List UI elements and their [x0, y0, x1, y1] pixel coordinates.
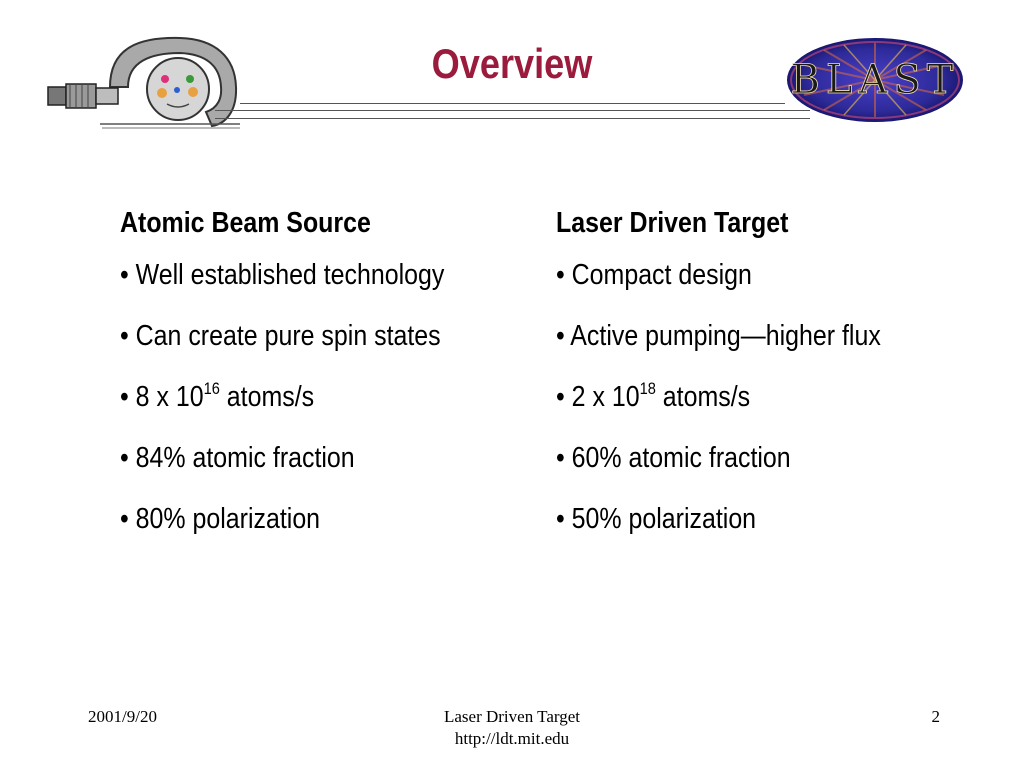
bullet-suffix: atoms/s [655, 381, 751, 413]
bullet-item: • 80% polarization [120, 503, 321, 535]
title-rule-top [240, 103, 785, 104]
footer-title: Laser Driven Target [443, 707, 581, 726]
bullet-item: • Active pumping—higher flux [556, 320, 881, 352]
footer-center [312, 706, 712, 750]
footer-url: http://ldt.mit.edu [454, 729, 570, 748]
bullet-suffix: atoms/s [219, 381, 315, 413]
bullet-superscript: 16 [203, 379, 220, 398]
laser-driven-target-column [556, 200, 996, 557]
title-rule-bottom [215, 118, 810, 119]
bullet-item: • Compact design [556, 259, 752, 291]
page-title: Overview [431, 40, 593, 87]
bullet-prefix: • 2 x 10 [556, 381, 640, 413]
bullet-item: • Can create pure spin states [120, 320, 441, 352]
atomic-beam-source-column [120, 200, 540, 557]
column-heading: Laser Driven Target [556, 207, 789, 239]
page-number: 2 [931, 707, 940, 726]
bullet-item: • 84% atomic fraction [120, 442, 355, 474]
title-rule-middle [215, 110, 810, 111]
column-heading: Atomic Beam Source [120, 207, 371, 239]
bullet-item [120, 374, 481, 435]
bullet-item [556, 374, 934, 435]
bullet-item: • 50% polarization [556, 503, 757, 535]
bullet-item: • 60% atomic fraction [556, 442, 791, 474]
bullet-superscript: 18 [639, 379, 656, 398]
blast-logo-text: BLAST [790, 57, 960, 103]
bullet-item: • Well established technology [120, 259, 445, 291]
footer-date: 2001/9/20 [88, 707, 157, 726]
bullet-prefix: • 8 x 10 [120, 381, 204, 413]
